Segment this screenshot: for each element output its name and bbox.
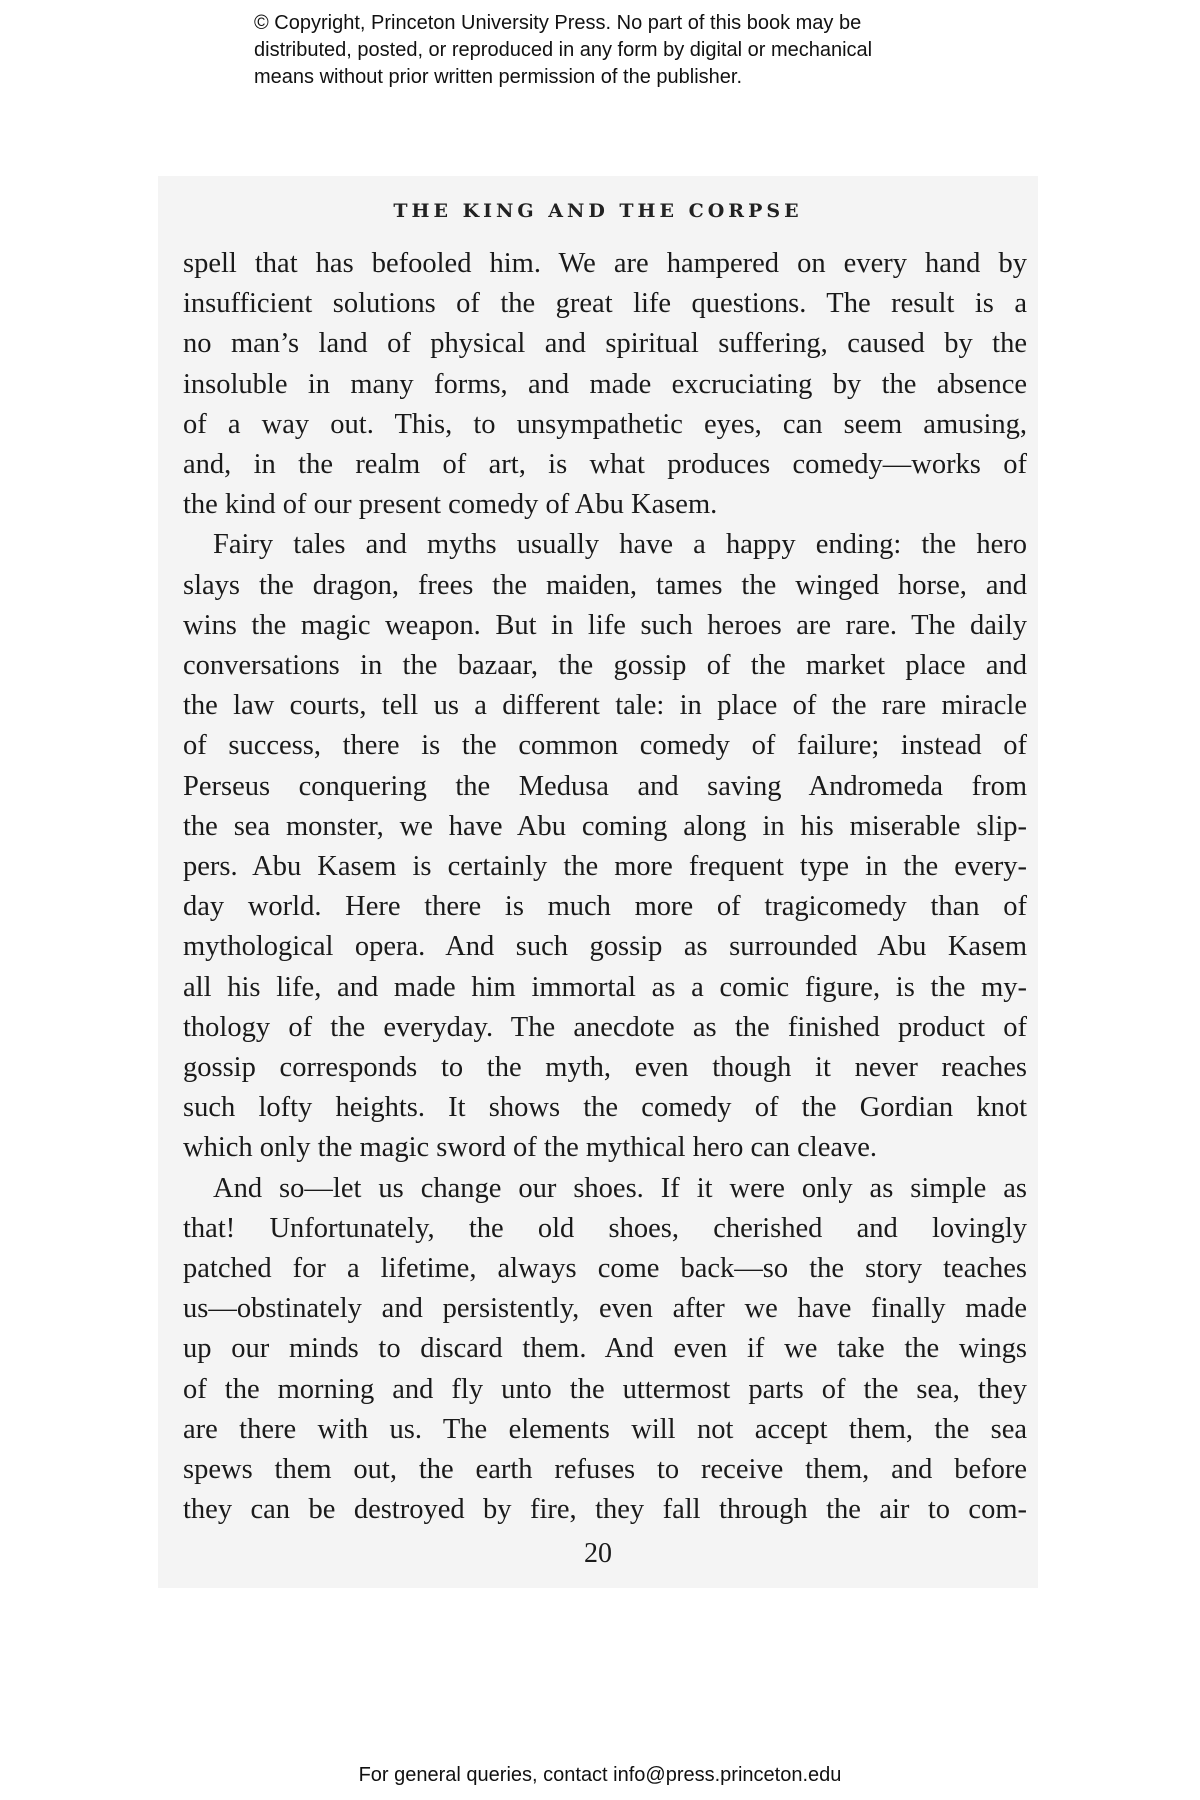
copyright-line: © Copyright, Princeton University Press. No part of this book may be: [254, 12, 862, 34]
paragraph: [183, 1169, 1027, 1531]
copyright-notice: [254, 10, 1014, 91]
page-number: 20: [584, 1538, 612, 1569]
text-line: thology of the everyday. The anecdote as the finished product of: [183, 1011, 1027, 1043]
text-line: slays the dragon, frees the maiden, tames the winged horse, and: [183, 569, 1027, 601]
text-line: the law courts, tell us a different tale: in place of the rare miracle: [183, 690, 1027, 722]
text-line: the sea monster, we have Abu coming along in his miserable slip-: [183, 810, 1027, 842]
text-line: wins the magic weapon. But in life such heroes are rare. The daily: [183, 609, 1027, 641]
text-line: the kind of our present comedy of Abu Kasem.: [183, 489, 718, 521]
text-line: which only the magic sword of the mythical hero can cleave.: [183, 1132, 878, 1164]
text-line: of a way out. This, to unsympathetic eyes, can seem amusing,: [183, 408, 1027, 440]
text-line: Perseus conquering the Medusa and saving Andromeda from: [183, 770, 1027, 802]
text-line: insoluble in many forms, and made excruciating by the absence: [183, 368, 1027, 400]
text-line: that! Unfortunately, the old shoes, cherished and lovingly: [183, 1212, 1027, 1244]
text-line: spell that has befooled him. We are hampered on every hand by: [183, 248, 1027, 279]
copyright-line: distributed, posted, or reproduced in any form by digital or mechanical: [254, 39, 873, 61]
copyright-line: means without prior written permission of the publisher.: [254, 66, 743, 88]
paragraph: [183, 525, 1027, 1168]
text-line: pers. Abu Kasem is certainly the more frequent type in the every-: [183, 851, 1027, 883]
scanned-book-page: [158, 176, 1038, 1588]
text-line: Fairy tales and myths usually have a happy ending: the hero: [213, 529, 1027, 561]
text-line: conversations in the bazaar, the gossip of the market place and: [183, 650, 1027, 682]
text-line: and, in the realm of art, is what produces comedy—works of: [183, 449, 1027, 481]
text-line: insufficient solutions of the great life questions. The result is a: [183, 288, 1027, 320]
text-line: spews them out, the earth refuses to receive them, and before: [183, 1454, 1027, 1486]
text-line: patched for a lifetime, always come back—so the story teaches: [183, 1253, 1027, 1285]
text-line: And so—let us change our shoes. If it were only as simple as: [213, 1172, 1027, 1204]
text-line: of the morning and fly unto the uttermost parts of the sea, they: [183, 1373, 1027, 1405]
text-line: mythological opera. And such gossip as surrounded Abu Kasem: [183, 931, 1027, 963]
contact-footer: For general queries, contact info@press.princeton.edu: [358, 1764, 842, 1786]
running-head: THE KING AND THE CORPSE: [393, 200, 803, 222]
text-line: us—obstinately and persistently, even after we have finally made: [183, 1293, 1027, 1325]
text-line: no man’s land of physical and spiritual suffering, caused by the: [183, 328, 1027, 360]
text-line: all his life, and made him immortal as a comic figure, is the my-: [183, 971, 1027, 1003]
text-line: such lofty heights. It shows the comedy of the Gordian knot: [183, 1092, 1027, 1124]
body-text: [183, 244, 1027, 1531]
text-line: are there with us. The elements will not accept them, the sea: [183, 1413, 1027, 1445]
text-line: they can be destroyed by fire, they fall through the air to com-: [183, 1494, 1027, 1526]
text-line: day world. Here there is much more of tragicomedy than of: [183, 891, 1027, 923]
paragraph: [183, 244, 1027, 525]
text-line: up our minds to discard them. And even if we take the wings: [183, 1333, 1027, 1365]
text-line: of success, there is the common comedy of failure; instead of: [183, 730, 1027, 762]
text-line: gossip corresponds to the myth, even though it never reaches: [183, 1052, 1027, 1084]
